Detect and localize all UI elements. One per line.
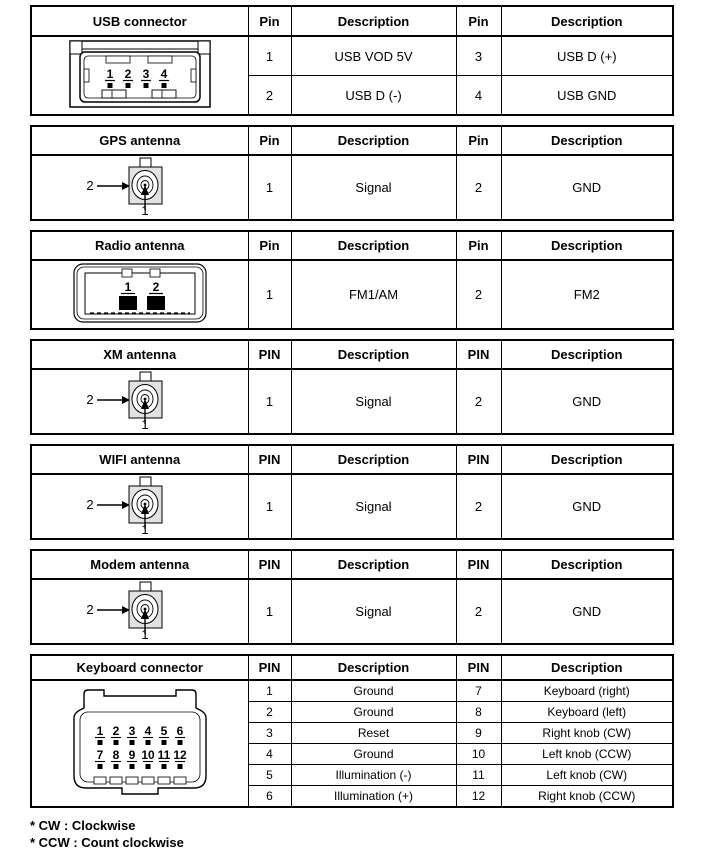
pin-cell: 1: [248, 474, 291, 539]
pin-cell: 2: [456, 579, 501, 644]
pin-cell: 1: [248, 36, 291, 76]
description-col-header: Description: [501, 550, 673, 579]
description-cell: GND: [501, 369, 673, 434]
usb-connector-table: [30, 5, 674, 116]
pin-col-header: PIN: [248, 655, 291, 680]
modem-antenna-table: [30, 549, 674, 645]
pin-cell: 1: [248, 680, 291, 702]
pin-cell: 6: [248, 786, 291, 808]
coax-antenna-icon: [80, 156, 200, 216]
description-col-header: Description: [291, 550, 456, 579]
description-col-header: Description: [291, 6, 456, 36]
pin-cell: 7: [456, 680, 501, 702]
pin-label: 4: [144, 724, 152, 738]
pin-label: 4: [160, 67, 168, 81]
gps-antenna-table: [30, 125, 674, 221]
pin-label: 10: [141, 748, 155, 762]
pin-cell: 9: [456, 723, 501, 744]
description-col-header: Description: [291, 126, 456, 155]
description-cell: Ground: [291, 702, 456, 723]
xm-antenna-diagram: [31, 369, 248, 434]
description-col-header: Description: [291, 655, 456, 680]
pin-col-header: PIN: [248, 550, 291, 579]
description-cell: USB D (+): [501, 36, 673, 76]
pin-cell: 2: [248, 76, 291, 116]
radio-antenna-icon: [60, 261, 220, 325]
pin-col-header: Pin: [456, 231, 501, 260]
footnote-ccw: * CCW : Count clockwise: [30, 835, 184, 850]
pin-label: 1: [141, 627, 149, 640]
description-col-header: Description: [291, 231, 456, 260]
table-title: USB connector: [31, 6, 248, 36]
pin-label: 3: [142, 67, 150, 81]
pin-cell: 2: [456, 474, 501, 539]
xm-antenna-table: [30, 339, 674, 435]
description-col-header: Description: [501, 655, 673, 680]
pin-col-header: Pin: [248, 6, 291, 36]
description-col-header: Description: [501, 126, 673, 155]
table-title: GPS antenna: [31, 126, 248, 155]
description-cell: GND: [501, 155, 673, 220]
pin-label: 7: [96, 748, 104, 762]
pin-cell: 2: [456, 260, 501, 329]
pin-label: 1: [141, 522, 149, 535]
wifi-antenna-table: [30, 444, 674, 540]
description-cell: Illumination (+): [291, 786, 456, 808]
pin-label: 1: [141, 203, 149, 216]
pin-col-header: PIN: [456, 445, 501, 474]
pin-cell: 5: [248, 765, 291, 786]
description-cell: Signal: [291, 579, 456, 644]
pin-col-header: Pin: [456, 6, 501, 36]
pin-col-header: PIN: [456, 655, 501, 680]
table-title: Keyboard connector: [31, 655, 248, 680]
description-cell: USB VOD 5V: [291, 36, 456, 76]
description-cell: Keyboard (left): [501, 702, 673, 723]
pin-col-header: PIN: [248, 340, 291, 369]
description-cell: Illumination (-): [291, 765, 456, 786]
description-cell: Right knob (CCW): [501, 786, 673, 808]
pin-cell: 12: [456, 786, 501, 808]
table-title: Radio antenna: [31, 231, 248, 260]
description-cell: Reset: [291, 723, 456, 744]
pin-label: 1: [124, 280, 132, 294]
pin-label: 2: [152, 280, 160, 294]
description-cell: USB GND: [501, 76, 673, 116]
pin-col-header: Pin: [248, 231, 291, 260]
pin-col-header: PIN: [456, 550, 501, 579]
description-cell: FM2: [501, 260, 673, 329]
pin-label: 11: [157, 748, 171, 762]
coax-antenna-icon: [80, 475, 200, 535]
description-cell: GND: [501, 579, 673, 644]
description-cell: USB D (-): [291, 76, 456, 116]
pin-label: 1: [106, 67, 114, 81]
pin-label: 2: [86, 392, 94, 407]
pin-cell: 1: [248, 369, 291, 434]
pin-label: 12: [173, 748, 187, 762]
coax-antenna-icon: [80, 370, 200, 430]
pin-cell: 8: [456, 702, 501, 723]
pin-label: 2: [124, 67, 132, 81]
description-cell: FM1/AM: [291, 260, 456, 329]
pin-cell: 1: [248, 260, 291, 329]
coax-antenna-icon: [80, 580, 200, 640]
table-title: WIFI antenna: [31, 445, 248, 474]
usb-connector-diagram: [31, 36, 248, 115]
description-cell: Signal: [291, 369, 456, 434]
description-cell: Right knob (CW): [501, 723, 673, 744]
pin-cell: 4: [248, 744, 291, 765]
description-cell: Ground: [291, 680, 456, 702]
table-title: XM antenna: [31, 340, 248, 369]
pin-col-header: PIN: [456, 340, 501, 369]
description-cell: Keyboard (right): [501, 680, 673, 702]
keyboard-connector-diagram: [31, 680, 248, 807]
pin-cell: 3: [456, 36, 501, 76]
radio-antenna-diagram: [31, 260, 248, 329]
radio-antenna-table: [30, 230, 674, 330]
description-col-header: Description: [501, 231, 673, 260]
description-cell: Signal: [291, 474, 456, 539]
pin-cell: 2: [248, 702, 291, 723]
pin-label: 2: [86, 178, 94, 193]
pin-label: 2: [86, 602, 94, 617]
pin-cell: 2: [456, 155, 501, 220]
description-col-header: Description: [501, 6, 673, 36]
description-cell: Left knob (CCW): [501, 744, 673, 765]
pin-label: 3: [128, 724, 136, 738]
table-title: Modem antenna: [31, 550, 248, 579]
gps-antenna-diagram: [31, 155, 248, 220]
pin-cell: 10: [456, 744, 501, 765]
description-cell: Left knob (CW): [501, 765, 673, 786]
pin-col-header: Pin: [248, 126, 291, 155]
pin-label: 5: [160, 724, 168, 738]
usb-connector-icon: [60, 37, 220, 111]
description-cell: GND: [501, 474, 673, 539]
pin-cell: 1: [248, 579, 291, 644]
pin-label: 8: [112, 748, 120, 762]
description-col-header: Description: [291, 445, 456, 474]
modem-antenna-diagram: [31, 579, 248, 644]
pin-col-header: PIN: [248, 445, 291, 474]
footnote-cw: * CW : Clockwise: [30, 818, 136, 833]
description-col-header: Description: [501, 445, 673, 474]
pin-cell: 4: [456, 76, 501, 116]
description-col-header: Description: [501, 340, 673, 369]
pin-label: 1: [96, 724, 104, 738]
pin-label: 2: [112, 724, 120, 738]
wifi-antenna-diagram: [31, 474, 248, 539]
pin-cell: 2: [456, 369, 501, 434]
pin-label: 1: [141, 417, 149, 430]
pin-label: 6: [176, 724, 184, 738]
footnotes: [30, 817, 703, 851]
pin-label: 9: [128, 748, 136, 762]
keyboard-connector-table: [30, 654, 674, 808]
pin-cell: 3: [248, 723, 291, 744]
pin-cell: 1: [248, 155, 291, 220]
description-cell: Signal: [291, 155, 456, 220]
pin-cell: 11: [456, 765, 501, 786]
pin-label: 2: [86, 497, 94, 512]
description-cell: Ground: [291, 744, 456, 765]
description-col-header: Description: [291, 340, 456, 369]
keyboard-connector-icon: [60, 682, 220, 802]
pin-col-header: Pin: [456, 126, 501, 155]
